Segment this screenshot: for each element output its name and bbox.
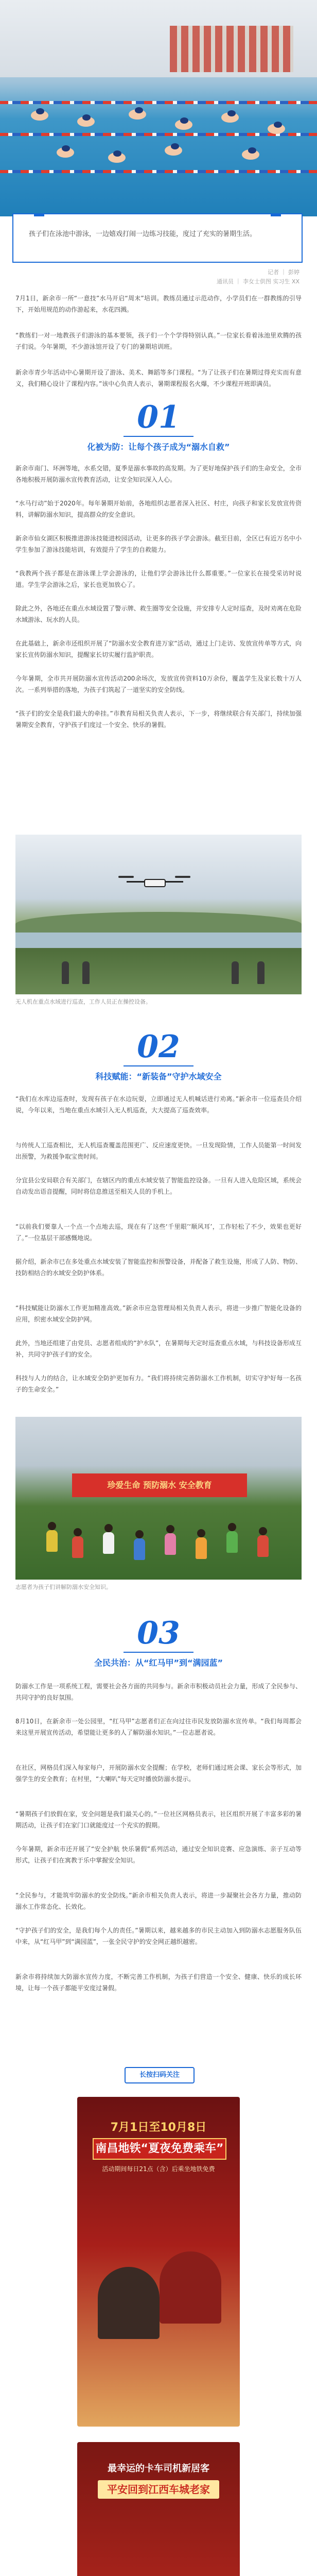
body-paragraph: 据介绍，新余市已在多处重点水域安装了智能监控和预警设备，并配备了救生设施，形成了人防、物防、技防相结合的水域安全防护体系。 [15, 1258, 302, 1277]
child [72, 1536, 83, 1558]
child [196, 1537, 207, 1559]
body-paragraph: 此外，当地还组建了由党员、志愿者组成的“护水队”，在暑期每天定时巡查重点水域，与科技设备形成互补，共同守护孩子们的安全。 [15, 1340, 302, 1358]
body-paragraph: “孩子们的安全是我们最大的牵挂。”市教育局相关负责人表示，下一步，将继续联合有关部门，持续加强暑期安全教育，守护孩子们度过一个安全、快乐的暑假。 [15, 710, 302, 728]
water-surface [15, 933, 302, 948]
swim-cap [248, 147, 256, 154]
byline-correspondent: 通讯员 ｜ 李女士供图 实习生 XX [216, 278, 300, 285]
body-paragraph: 在社区，网格员们深入每家每户，开展防溺水安全提醒；在学校，老师们通过班会课、家长会等形式，加强学生的安全教育；在村里，“大喇叭”每天定时播放防溺水提示。 [15, 1764, 302, 1783]
poster-headline: 南昌地铁“夏夜免费乘车” [93, 2138, 226, 2160]
swim-cap [82, 114, 91, 121]
lane-rope [0, 101, 317, 104]
body-paragraph: 与传统人工巡查相比，无人机巡查覆盖范围更广、反应速度更快。一旦发现险情，工作人员能第一时间发出预警，为救援争取宝贵时间。 [15, 1142, 302, 1160]
child [46, 1530, 58, 1552]
person [257, 961, 265, 984]
child [134, 1538, 145, 1560]
body-paragraph: “守护孩子们的安全，是我们每个人的责任。”暑期以来，越来越多的市民主动加入到防溺水志愿服务队伍中来，从“红马甲”到“满园蓝”，一张全民守护的安全网正越织越密。 [15, 1927, 302, 1945]
body-paragraph: 科技与人力的结合，让水域安全防护更加有力。“我们将持续完善防溺水工作机制，切实守护好每一名孩子的生命安全。” [15, 1375, 302, 1393]
body-paragraph: 除此之外，各地还在重点水域设置了警示牌、救生圈等安全设施，并安排专人定时巡查，及时劝离在危险水域游泳、玩水的人员。 [15, 605, 302, 623]
hero-caption-text: 孩子们在泳池中游泳，一边嬉戏打闹一边练习技能，度过了充实的暑期生活。 [29, 230, 257, 238]
child-head [228, 1523, 236, 1531]
intro-paragraph: 7月1日，新余市一所“一意技”水马开启“周末”培训。教练员通过示范动作，小学员们在一群教练的引导下，开始用规范的动作游起来，水花四溅。 [15, 295, 302, 313]
person [232, 961, 239, 984]
lane-rope [0, 170, 317, 173]
section-number: 03 [137, 1615, 180, 1651]
body-paragraph: 分宜县公安局联合有关部门，在辖区内的重点水域安装了智能监控设备。一旦有人进入危险区域，系统会自动发出语音提醒，同时将信息推送至相关人员的手机上。 [15, 1177, 302, 1195]
section-title: 全民共治：从“红马甲”到“满园蓝” [94, 1658, 223, 1668]
body-paragraph: “全民参与，才能筑牢防溺水的安全防线。”新余市相关负责人表示，将进一步凝聚社会各方力量，推动防溺水工作常态化、长效化。 [15, 1892, 302, 1910]
child [103, 1532, 114, 1554]
drone-propeller [175, 876, 190, 878]
body-paragraph: “我们在水库边巡查时，发现有孩子在水边玩耍，立即通过无人机喊话进行劝离。”新余市一位巡查员介绍说，今年以来，当地在重点水域引入无人机巡查，大大提高了巡查效率。 [15, 1095, 302, 1114]
body-paragraph: “暑期孩子们放假在家，安全问题是我们最关心的。”一位社区网格员表示，社区组织开展了丰富多彩的暑期活动，让孩子们在家门口就能度过一个充实的假期。 [15, 1810, 302, 1829]
swim-cap [180, 117, 188, 124]
poster-banner: 平安回到江西车城老家 [98, 2480, 219, 2499]
section-number: 01 [137, 399, 180, 435]
byline [217, 268, 300, 286]
body-paragraph: “水马行动”始于2020年。每年暑期开始前，各地组织志愿者深入社区、村庄，向孩子和家长发放宣传资料，讲解防溺水知识，提高群众的安全意识。 [15, 500, 302, 518]
body-paragraph: “我教两个孩子都是在游泳课上学会游泳的，让他们学会游泳比什么都重要。”一位家长在接受采访时说道。学生学会游泳之后，家长也更加放心了。 [15, 570, 302, 588]
poster-figure [160, 2251, 221, 2324]
drone-photo [15, 835, 302, 994]
swim-cap [171, 143, 179, 149]
body-paragraph: 8月10日，在新余市一处公园里，“红马甲”志愿者们正在向过往市民发放防溺水宣传单。“我们每周都会来这里开展宣传活动，希望能让更多的人了解防溺水知识。”一位志愿者说。 [15, 1718, 302, 1736]
poster-figure [98, 2267, 160, 2339]
hero-caption-box [12, 213, 303, 263]
child [226, 1531, 238, 1553]
photo-caption: 无人机在重点水域进行巡查，工作人员正在操控设备。 [15, 998, 151, 1005]
trucker-poster[interactable] [77, 2442, 240, 2576]
caption-box-decor [271, 213, 281, 216]
caption-box-decor [34, 213, 44, 216]
body-paragraph: “科技赋能让防溺水工作更加精准高效。”新余市应急管理局相关负责人表示，将进一步推广智能化设备的应用，织密水域安全防护网。 [15, 1304, 302, 1323]
drone-propeller [118, 876, 134, 878]
child-head [74, 1528, 82, 1536]
hero-photo [0, 0, 317, 216]
lane-rope [0, 133, 317, 136]
swim-cap [36, 108, 44, 114]
body-paragraph: “以前我们要靠人一个点一个点地去巡，现在有了这些‘千里眼’‘顺风耳’，工作轻松了不少，效果也更好了。”一位基层干部感慨地说。 [15, 1223, 302, 1242]
child-head [259, 1527, 267, 1535]
kids-safety-photo [15, 1417, 302, 1580]
swim-cap [227, 110, 236, 116]
safety-banner-text: 珍爱生命 预防溺水 安全教育 [107, 1480, 212, 1490]
swim-cap [62, 145, 70, 151]
drone [144, 879, 166, 887]
poster-headline: 最幸运的卡车司机新居客 [108, 2463, 209, 2474]
intro-paragraph: “教练们一对一地教孩子们游泳的基本要领，孩子们一个个学得特别认真。”一位家长看着泳池里欢腾的孩子们说。今年暑期，不少游泳馆开设了专门的暑期培训班。 [15, 332, 302, 350]
follow-tag[interactable]: 长按扫码关注 [125, 2067, 195, 2083]
body-paragraph: 新余市南门、环洲等地，水系交错，夏季是溺水事故的高发期。为了更好地保护孩子们的生命安全，全市各地积极开展防溺水宣传教育活动，让安全知识深入人心。 [15, 465, 302, 483]
section-divider [124, 436, 193, 437]
byline-reporter: 记者 ｜ 彭婷 [268, 269, 300, 276]
section-title: 科技赋能：“新装备”守护水域安全 [95, 1072, 222, 1081]
intro-paragraph: 新余市青少年活动中心暑期开设了游泳、美术、舞蹈等多门课程。“为了让孩子们在暑期过得充实而有意义，我们精心设计了课程内容。”该中心负责人表示，暑期课程报名火爆，不少课程开班即满员。 [15, 369, 302, 387]
child-head [197, 1529, 205, 1537]
photo-caption: 志愿者为孩子们讲解防溺水安全知识。 [15, 1584, 112, 1590]
child-head [104, 1524, 113, 1532]
body-paragraph: 新余市将持续加大防溺水宣传力度，不断完善工作机制，为孩子们营造一个安全、健康、快乐的成长环境，让每一个孩子都能平安度过暑假。 [15, 1973, 302, 1992]
metro-poster[interactable] [77, 2097, 240, 2427]
person [62, 961, 69, 984]
section-number: 02 [137, 1029, 180, 1065]
safety-banner [72, 1473, 247, 1497]
body-paragraph: 新余市仙女湖区积极推进游泳技能进校园活动，让更多的孩子学会游泳。截至目前，全区已有近万名中小学生参加了游泳技能培训，有效提升了学生的自救能力。 [15, 535, 302, 553]
poster-subtitle: 活动期间每日21点（含）后乘坐地铁免费 [102, 2165, 215, 2173]
person [82, 961, 90, 984]
body-paragraph: 在此基础上，新余市还组织开展了“防溺水安全教育进万家”活动，通过上门走访、发放宣传单等方式，向家长宣传防溺水知识，提醒家长切实履行监护职责。 [15, 640, 302, 658]
body-paragraph: 今年暑期，全市共开展防溺水宣传活动200余场次，发放宣传资料10万余份，覆盖学生及家长数十万人次。一系列举措的落地，为孩子们筑起了一道坚实的安全防线。 [15, 675, 302, 693]
swim-cap [135, 107, 143, 113]
child-head [48, 1522, 56, 1530]
swim-cap [274, 122, 282, 128]
child-head [135, 1530, 144, 1538]
poster-dates: 7月1日至10月8日 [110, 2121, 207, 2134]
swim-cap [113, 150, 121, 157]
section-title: 化被为防：让每个孩子成为“溺水自救” [87, 442, 230, 452]
child [165, 1533, 176, 1555]
body-paragraph: 今年暑期，新余市还开展了“安全护航 快乐暑假”系列活动，通过安全知识竞赛、应急演练、亲子互动等形式，让孩子们在寓教于乐中掌握安全知识。 [15, 1845, 302, 1864]
child-head [166, 1525, 174, 1533]
section-divider [124, 1065, 193, 1066]
spectator-stand [170, 26, 293, 72]
section-divider [124, 1652, 193, 1653]
body-paragraph: 防溺水工作是一项系统工程，需要社会各方面的共同参与。新余市积极动员社会力量，形成了全民参与、共同守护的良好氛围。 [15, 1683, 302, 1701]
child [257, 1535, 269, 1557]
